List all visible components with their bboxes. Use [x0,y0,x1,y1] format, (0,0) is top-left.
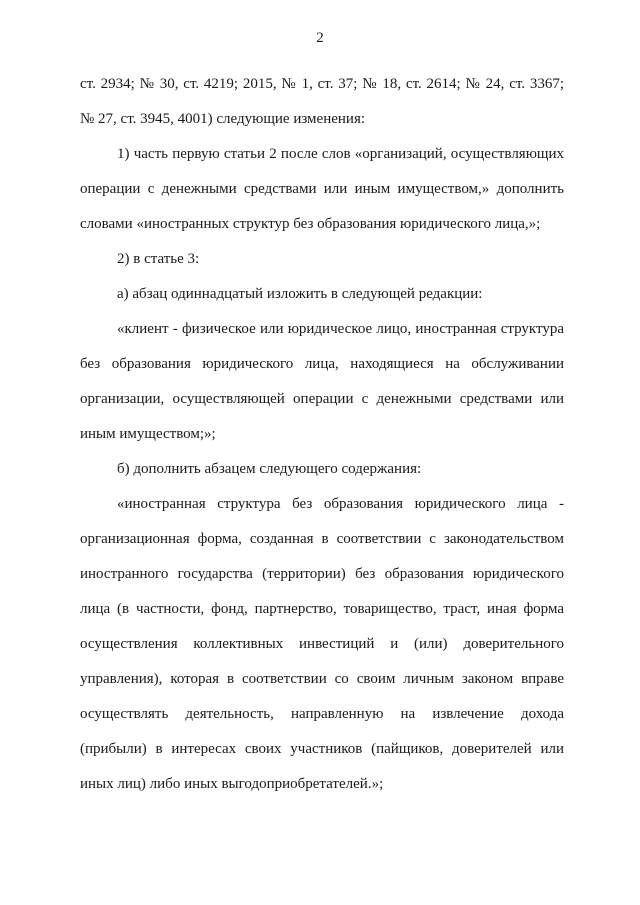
text-line: 2) в статье 3: [117,251,200,267]
text-line: (прибыли) в интересах своих участников (пайщиков, доверителей или [80,741,564,757]
text-line: иным имуществом;»; [80,426,216,442]
text-line: б) дополнить абзацем следующего содержания: [117,461,422,477]
text-line: управления), которая в соответствии со своим личным законом вправе [80,671,564,687]
text-line: организационная форма, созданная в соответствии с законодательством [80,531,564,547]
text-line: «клиент - физическое или юридическое лицо, иностранная структура [117,321,564,337]
text-line: словами «иностранных структур без образования юридического лица,»; [80,216,541,232]
text-line: лица (в частности, фонд, партнерство, товарищество, траст, иная форма [80,601,564,617]
text-line: операции с денежными средствами или иным имуществом,» дополнить [80,181,564,197]
text-line: осуществления коллективных инвестиций и (или) доверительного [80,636,564,652]
text-line: без образования юридического лица, находящиеся на обслуживании [80,356,564,372]
page-number: 2 [316,30,324,46]
text-line: 1) часть первую статьи 2 после слов «организаций, осуществляющих [117,146,564,162]
text-line: иностранного государства (территории) без образования юридического [80,566,564,582]
text-line: ст. 2934; № 30, ст. 4219; 2015, № 1, ст. 37; № 18, ст. 2614; № 24, ст. 3367; [80,76,564,92]
text-line: а) абзац одиннадцатый изложить в следующей редакции: [117,286,483,302]
text-line: осуществлять деятельность, направленную на извлечение дохода [80,706,564,722]
text-line: организации, осуществляющей операции с денежными средствами или [80,391,564,407]
text-line: «иностранная структура без образования юридического лица - [117,496,564,512]
text-line: иных лиц) либо иных выгодоприобретателей.»; [80,776,384,792]
text-line: № 27, ст. 3945, 4001) следующие изменения: [80,111,366,127]
